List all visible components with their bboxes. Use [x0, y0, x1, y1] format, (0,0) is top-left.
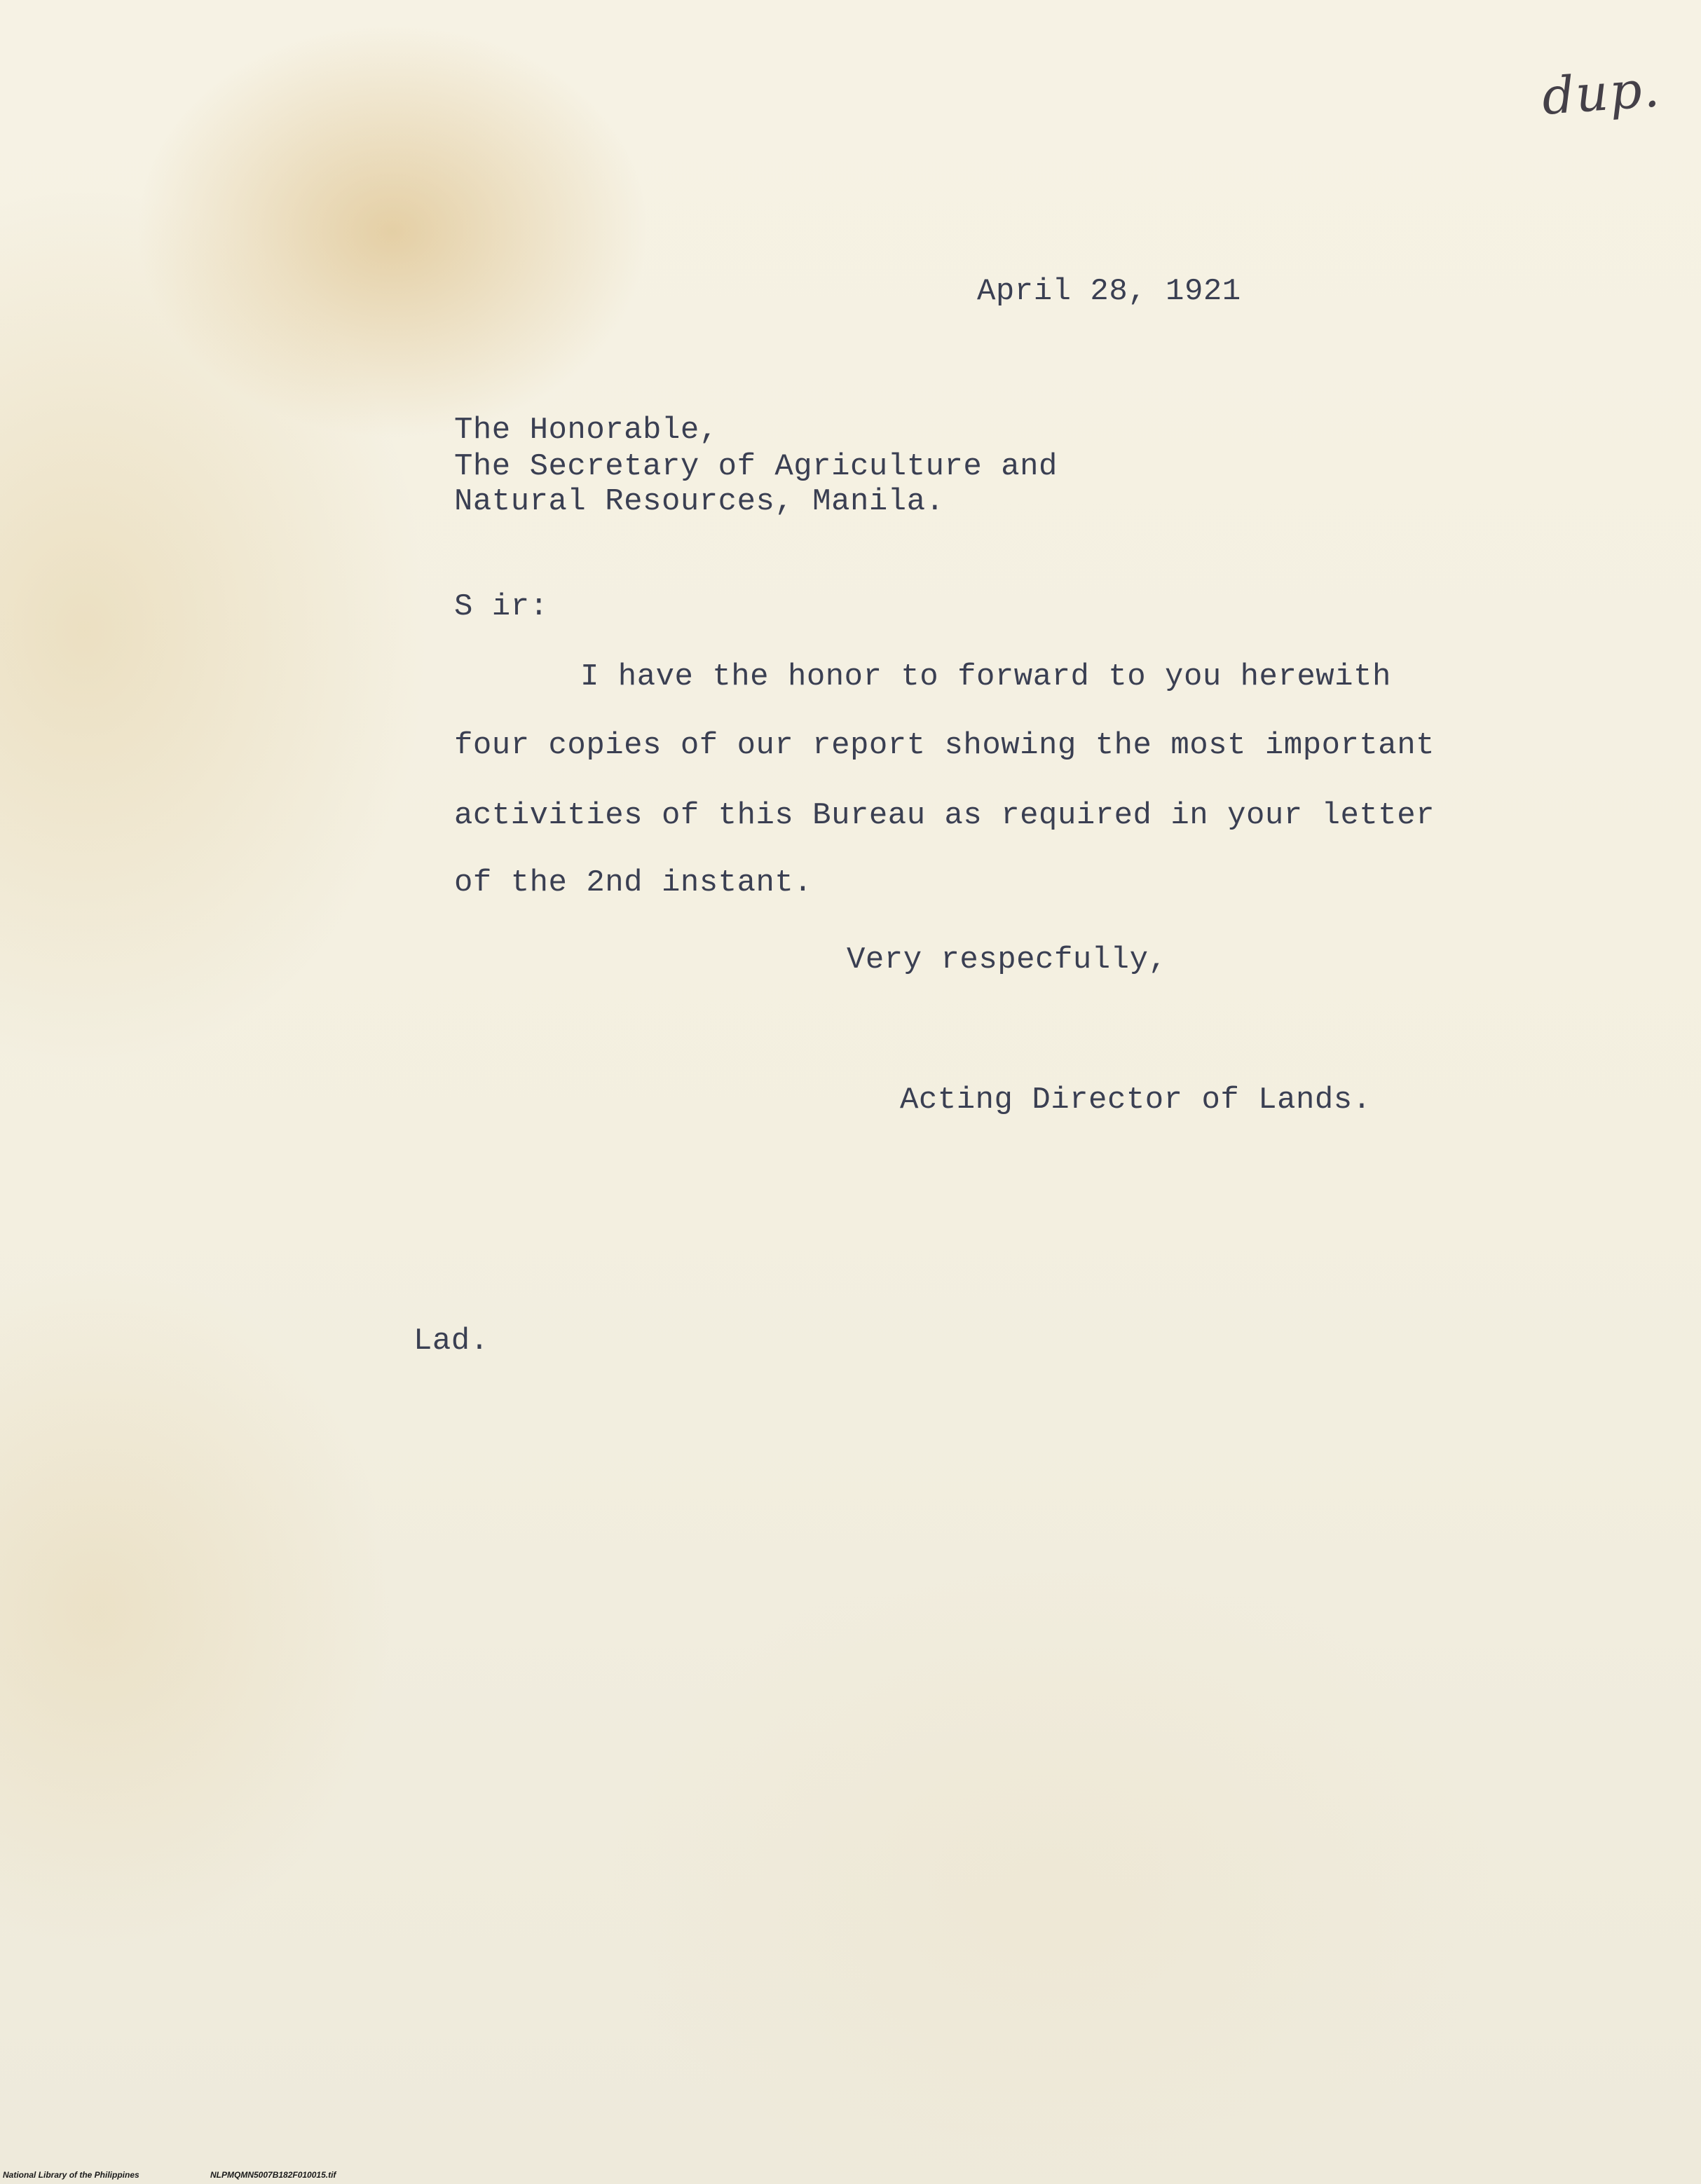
body-line: activities of this Bureau as required in your letter — [454, 798, 1435, 833]
body-line: I have the honor to forward to you herewith — [580, 659, 1391, 694]
footer-file-id: NLPMQMN5007B182F010015.tif — [210, 2170, 336, 2180]
letter-date: April 28, 1921 — [977, 274, 1241, 309]
scan-footer — [0, 2166, 1701, 2184]
addressee-line: Natural Resources, Manila. — [454, 484, 945, 519]
addressee-line: The Secretary of Agriculture and — [454, 449, 1058, 484]
salutation: S ir: — [454, 589, 549, 624]
body-line: four copies of our report showing the most important — [454, 728, 1435, 763]
closing: Very respecfully, — [847, 942, 1168, 977]
signatory-title: Acting Director of Lands. — [900, 1083, 1372, 1118]
typist-initials: Lad. — [414, 1324, 489, 1359]
footer-library: National Library of the Philippines — [3, 2170, 139, 2180]
addressee-line: The Honorable, — [454, 413, 718, 448]
body-line: of the 2nd instant. — [454, 865, 813, 900]
handwritten-note: dup. — [1540, 59, 1663, 126]
